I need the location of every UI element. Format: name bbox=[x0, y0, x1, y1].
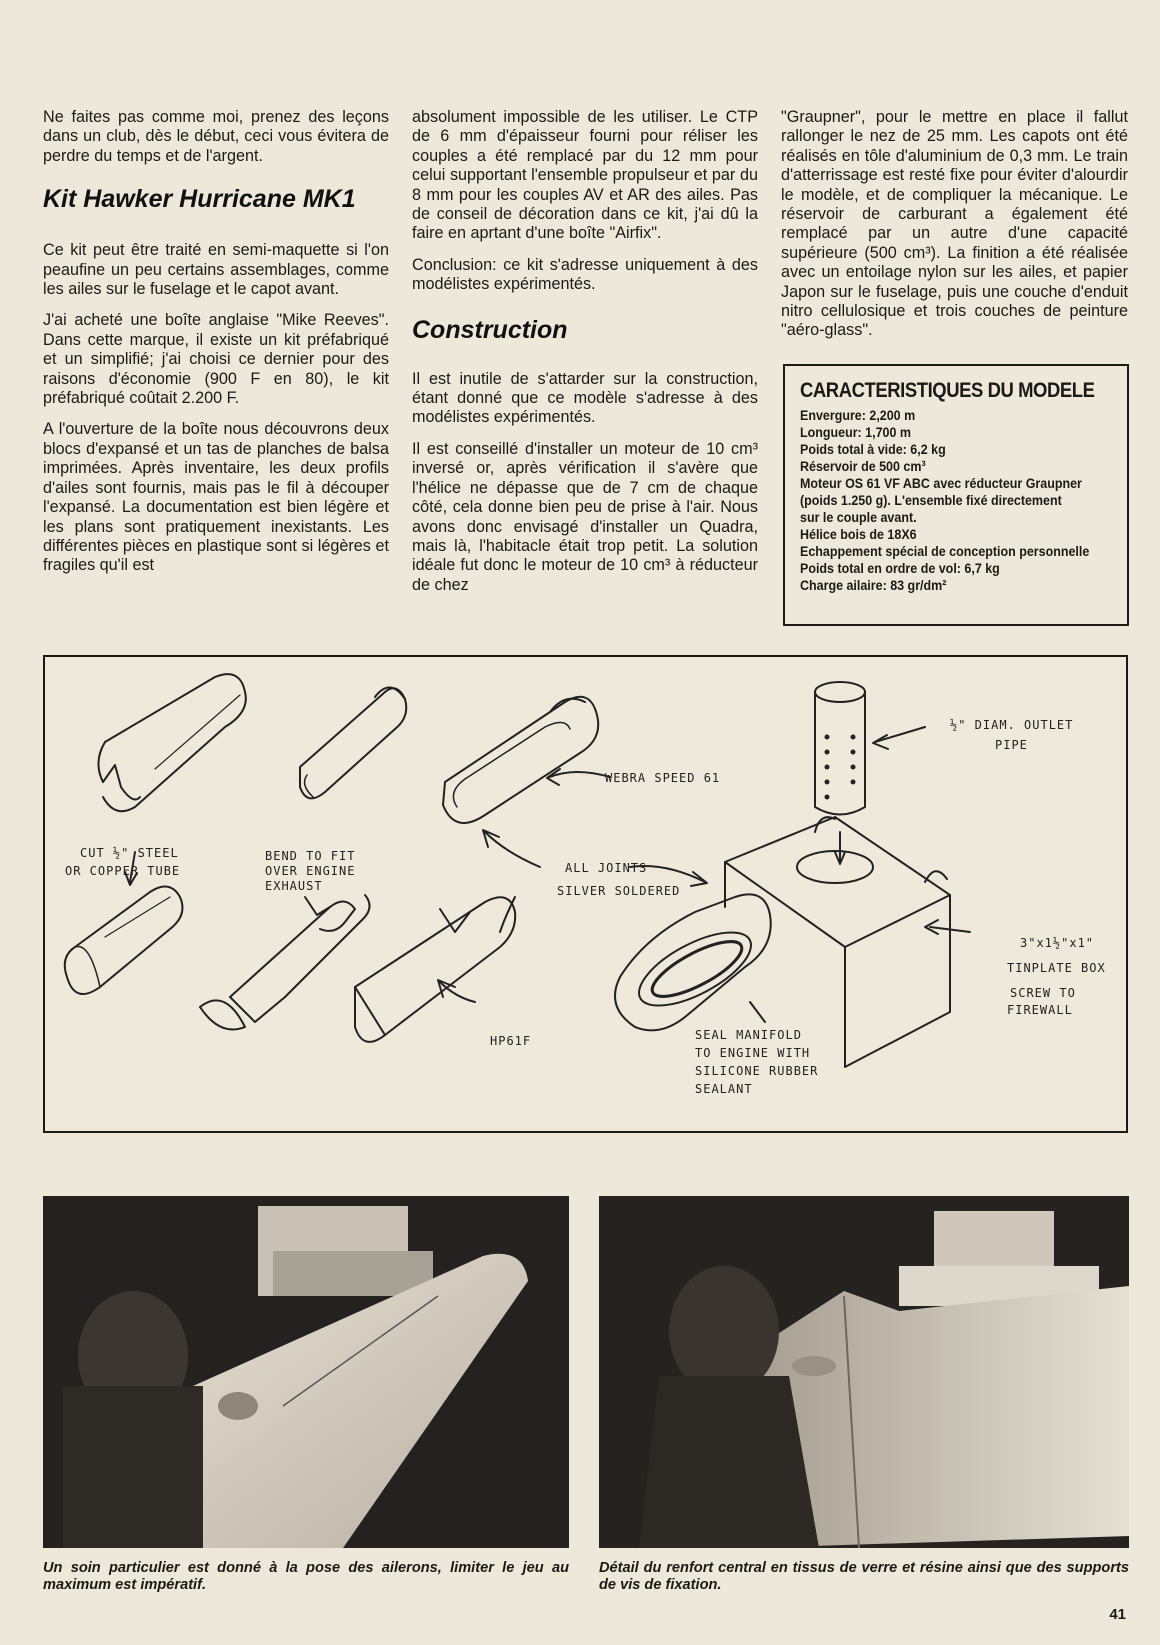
text-column-3 bbox=[781, 108, 1128, 341]
label-joints: ALL JOINTS bbox=[565, 861, 648, 875]
paragraph: Il est inutile de s'attarder sur la construction, étant donné que ce modèle s'adresse à des modélistes expérimentés. bbox=[412, 369, 758, 427]
paragraph: Ne faites pas comme moi, prenez des leçons dans un club, dès le début, ceci vous évitera de perdre du temps et de l'argent. bbox=[43, 108, 389, 165]
spec-line: Longueur: 1,700 m bbox=[800, 425, 912, 441]
spec-line: Envergure: 2,200 m bbox=[800, 408, 916, 424]
spec-line: Moteur OS 61 VF ABC avec réducteur Graupner bbox=[800, 476, 1082, 492]
label-joints: SILVER SOLDERED bbox=[557, 884, 681, 898]
exhaust-diagram bbox=[43, 655, 1128, 1133]
spec-line: Poids total en ordre de vol: 6,7 kg bbox=[800, 561, 1000, 577]
photo-caption: Un soin particulier est donné à la pose des ailerons, limiter le jeu au maximum est impératif. bbox=[43, 1560, 569, 1593]
paragraph: Il est conseillé d'installer un moteur de 10 cm³ inversé or, après vérification il s'avère que l'hélice ne dépasse que de 7 cm de chaque côté, cela donne bien peu de prise à l'air. Nous avons donc envisagé d'installer un Quadra, mais là, l'habitacle était trop petit. La solution idéale fut donc le moteur de 10 cm³ à réducteur de chez bbox=[412, 439, 758, 594]
label-bend: BEND TO FIT bbox=[265, 849, 356, 863]
label-seal: SEAL MANIFOLD bbox=[695, 1028, 802, 1042]
label-seal: SEALANT bbox=[695, 1082, 753, 1096]
section-heading-kit: Kit Hawker Hurricane MK1 bbox=[43, 185, 356, 214]
label-box-dimensions: 3"x1½"x1" bbox=[1020, 936, 1095, 950]
label-box: TINPLATE BOX bbox=[1007, 961, 1106, 975]
photo-ailerons bbox=[43, 1196, 569, 1548]
exhaust-drawing bbox=[45, 657, 1125, 1130]
label-pipe: PIPE bbox=[995, 738, 1028, 752]
label-box: SCREW TO bbox=[1010, 986, 1076, 1000]
spec-line: Echappement spécial de conception personnelle bbox=[800, 544, 1090, 560]
text-column-1 bbox=[43, 108, 389, 576]
label-cut: CUT ½" STEEL bbox=[80, 846, 179, 860]
spec-line: sur le couple avant. bbox=[800, 510, 917, 526]
label-pipe: ½" DIAM. OUTLET bbox=[950, 718, 1074, 732]
specifications-title: CARACTERISTIQUES DU MODELE bbox=[800, 379, 1095, 402]
photo-caption: Détail du renfort central en tissus de verre et résine ainsi que des supports de vis de fixation. bbox=[599, 1560, 1129, 1593]
label-seal: SILICONE RUBBER bbox=[695, 1064, 819, 1078]
label-webra: WEBRA SPEED 61 bbox=[605, 771, 721, 785]
label-bend: EXHAUST bbox=[265, 879, 323, 893]
paragraph: Ce kit peut être traité en semi-maquette si l'on peaufine un peu certains assemblages, comme les ailes sur le fuselage et le capot avant. bbox=[43, 241, 389, 299]
label-hp61f: HP61F bbox=[490, 1034, 532, 1048]
label-bend: OVER ENGINE bbox=[265, 864, 356, 878]
section-heading-construction: Construction bbox=[412, 315, 568, 344]
spec-line: (poids 1.250 g). L'ensemble fixé directement bbox=[800, 493, 1062, 509]
paragraph: "Graupner", pour le mettre en place il fallut rallonger le nez de 25 mm. Les capots ont été réalisés en tôle d'aluminium de 0,3 mm. Le train d'atterrissage est resté fixe pour éviter d'alourdir le modèle, et de compliquer la mécanique. Le réservoir de carburant a également été remplacé par un autre d'une capacité supérieure (500 cm³). La finition a été réalisée avec un entoilage nylon sur les ailes, et papier Japon sur le fuselage, puis une couche d'enduit nitro cellulosique et trois couches de peinture "aéro-glass". bbox=[781, 108, 1128, 340]
spec-line: Réservoir de 500 cm³ bbox=[800, 459, 926, 475]
label-cut: OR COPPER TUBE bbox=[65, 864, 181, 878]
photo-center-reinforcement bbox=[599, 1196, 1129, 1548]
specifications-box bbox=[783, 364, 1129, 626]
label-box: FIREWALL bbox=[1007, 1003, 1073, 1017]
page-number: 41 bbox=[1109, 1606, 1126, 1623]
paragraph: A l'ouverture de la boîte nous découvrons deux blocs d'expansé et un tas de planches de balsa imprimées. Après inventaire, les deux profils d'ailes sont fournis, mais pas le fil à découper l'expansé. La documentation est bien légère et les plans sont pratiquement inexistants. Les différentes pièces en plastique sont si légères et fragiles qu'il est bbox=[43, 420, 389, 575]
spec-line: Charge ailaire: 83 gr/dm² bbox=[800, 578, 947, 594]
paragraph: absolument impossible de les utiliser. Le CTP de 6 mm d'épaisseur fourni pour réliser les couples a été remplacé par du 12 mm pour celui supportant l'ensemble propulseur et par du 8 mm pour les couples AV et AR des ailes. Pas de conseil de décoration dans ce kit, j'ai dû la faire en aprtant d'une boîte "Airfix". bbox=[412, 108, 758, 243]
spec-line: Hélice bois de 18X6 bbox=[800, 527, 917, 543]
label-seal: TO ENGINE WITH bbox=[695, 1046, 811, 1060]
paragraph: J'ai acheté une boîte anglaise "Mike Reeves". Dans cette marque, il existe un kit préfabriqué et un simplifié; j'ai choisi ce dernier pour des raisons d'économie (900 F en 80), le kit préfabriqué coûtait 2.200 F. bbox=[43, 311, 389, 408]
spec-line: Poids total à vide: 6,2 kg bbox=[800, 442, 946, 458]
paragraph: Conclusion: ce kit s'adresse uniquement à des modélistes expérimentés. bbox=[412, 255, 758, 294]
text-column-2 bbox=[412, 108, 758, 595]
